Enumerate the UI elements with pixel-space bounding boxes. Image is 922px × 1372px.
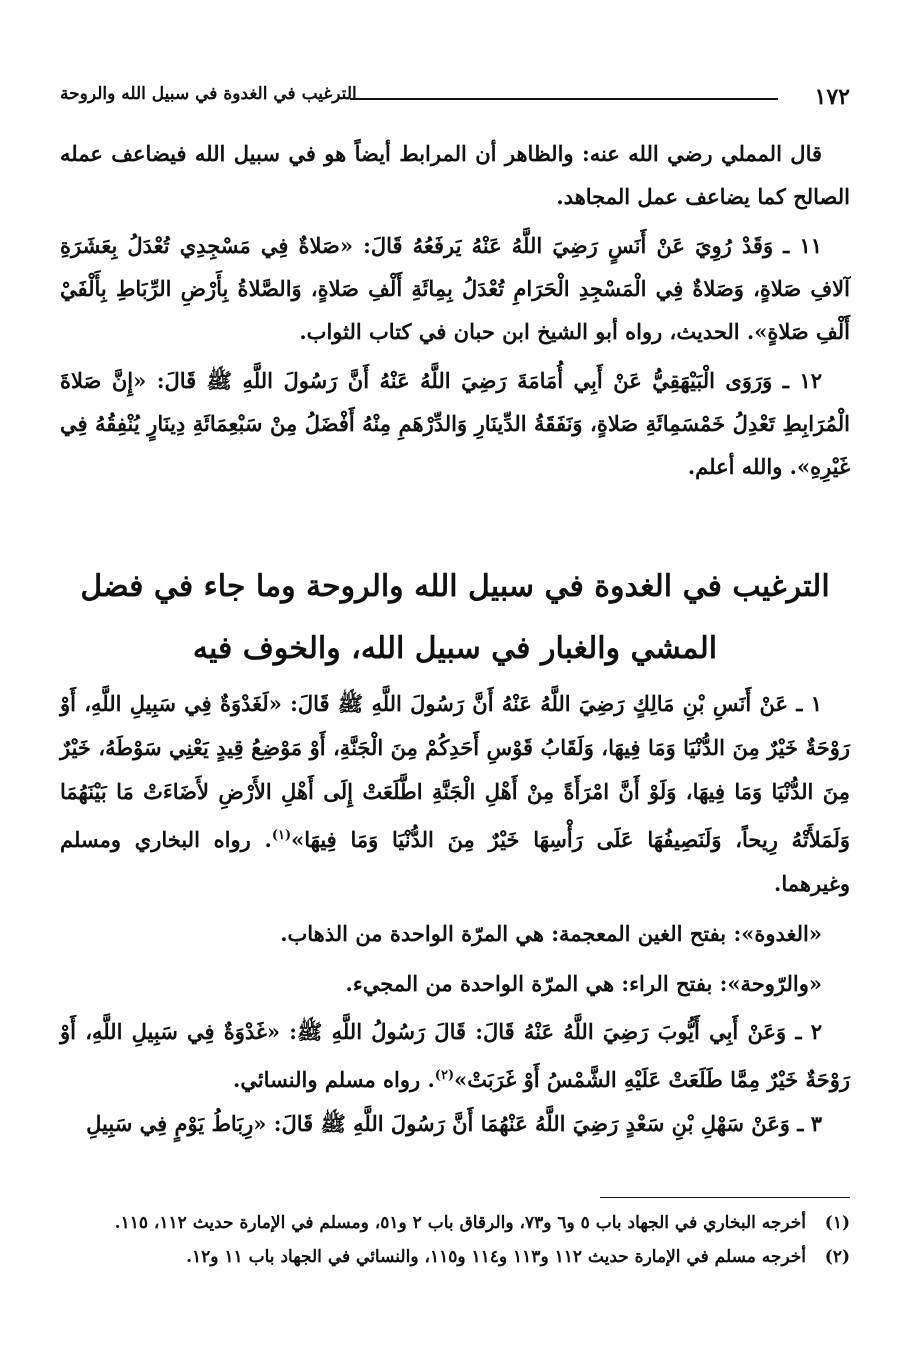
running-header xyxy=(60,78,850,112)
chapter-title xyxy=(60,556,850,680)
footnote-separator xyxy=(600,1197,850,1198)
chapter-title-line-1: الترغيب في الغدوة في سبيل الله والروحة وما جاء في فضل xyxy=(80,569,830,604)
hadith-2 xyxy=(60,1010,850,1102)
running-title: الترغيب في الغدوة في سبيل الله والروحة xyxy=(60,84,357,104)
hadith-3: ٣ ـ وَعَنْ سَهْلِ بْنِ سَعْدٍ رَضِيَ اللَّهُ عَنْهُمَا أَنَّ رَسُولَ اللَّهِ ﷺ قَالَ: «رِبَاطُ يَوْمٍ فِي سَبِيلِ xyxy=(86,1111,822,1136)
chapter-title-line-2: المشي والغبار في سبيل الله، والخوف فيه xyxy=(192,631,718,666)
footnote-2-text: أخرجه مسلم في الإمارة حديث ١١٢ و١١٣ و١١٤ و١١٥، والنسائي في الجهاد باب ١١ و١٢. xyxy=(186,1247,806,1267)
hadith-11: ١١ ـ وَقَدْ رُوِيَ عَنْ أَنَسٍ رَضِيَ اللَّهُ عَنْهُ يَرفَعُهُ قَالَ: «صَلاةٌ فِي مَسْجِدِي تُعْدَلُ بِعَشَرَةِ آلافِ صَلاةٍ، وَصَلاةٌ فِي الْمَسْجِدِ الْحَرَامِ تُعْدَلُ بِمِائَةِ أَلْفِ صَلاةٍ، وَالصَّلاةُ بِأَرْضِ الرِّبَاطِ بِأَلْفَيْ أَلْفِ صَلاةٍ». الحديث، رواه أبو الشيخ ابن حبان في كتاب الثواب. xyxy=(60,233,850,344)
footnote-1-mark: (١) xyxy=(824,1213,850,1233)
hadith-1-text: ١ ـ عَنْ أَنَسِ بْنِ مَالِكٍ رَضِيَ اللَّهُ عَنْهُ أَنَّ رَسُولَ اللَّهِ ﷺ قَالَ: «لَغَدْوَةٌ فِي سَبِيلِ اللَّهِ، أَوْ رَوْحَةٌ خَيْرٌ مِنَ الدُّنْيَا وَمَا فِيهَا، وَلَقَابُ قَوْسِ أَحَدِكُمْ مِنَ الْجَنَّةِ، أَوْ مَوْضِعُ قِيدٍ يَعْنِي سَوْطَهُ، خَيْرٌ مِنَ الدُّنْيَا وَمَا فِيهَا، وَلَوْ أَنَّ امْرَأَةً مِنْ أَهْلِ الْجَنَّةِ اطَّلَعَتْ إِلَى أَهْلِ الأَرْضِ لأَضَاءَتْ مَا بَيْنَهُمَا وَلَمَلأَتْهُ رِيحاً، وَلَنَصِيفُهَا عَلَى رَأْسِهَا خَيْرٌ مِنَ الدُّنْيَا وَمَا فِيهَا» xyxy=(60,691,850,852)
footnote-1 xyxy=(60,1208,850,1238)
hadith-1-source: . رواه البخاري ومسلم وغيرهما. xyxy=(60,827,850,896)
footnote-2-mark: (٢) xyxy=(824,1247,850,1267)
definition-rawha: «والرّوحة»: بفتح الراء: هي المرّة الواحدة من المجيء. xyxy=(345,971,822,996)
footnote-1-text: أخرجه البخاري في الجهاد باب ٥ و٦ و٧٣، والرقاق باب ٢ و٥١، ومسلم في الإمارة حديث ١١٢، ١١٥. xyxy=(114,1213,806,1233)
hadith-2-source: . رواه مسلم والنسائي. xyxy=(233,1067,435,1092)
intro-text xyxy=(60,132,850,488)
paragraph-commentary: قال المملي رضي الله عنه: والظاهر أن المرابط أيضاً هو في سبيل الله فيضاعف عمله الصالح كما يضاعف عمل المجاهد. xyxy=(60,141,850,209)
header-rule xyxy=(350,98,778,100)
footnotes xyxy=(60,1208,850,1276)
hadith-1 xyxy=(60,682,850,906)
footnote-ref-1[interactable]: (١) xyxy=(271,828,292,843)
footnote-ref-2[interactable]: (٢) xyxy=(434,1068,455,1083)
hadith-2-text: ٢ ـ وَعَنْ أَبِي أَيُّوبَ رَضِيَ اللَّهُ عَنْهُ قَالَ: قَالَ رَسُولُ اللَّهِ ﷺ: «غَدْوَةٌ فِي سَبِيلِ اللَّهِ، أَوْ رَوْحَةٌ خَيْرٌ مِمَّا طَلَعَتْ عَلَيْهِ الشَّمْسُ أَوْ غَرَبَتْ» xyxy=(60,1019,850,1092)
definition-ghadwa: «الغدوة»: بفتح الغين المعجمة: هي المرّة الواحدة من الذهاب. xyxy=(280,921,822,946)
footnote-2 xyxy=(60,1242,850,1272)
chapter-body xyxy=(60,682,850,1146)
hadith-12: ١٢ ـ وَرَوَى الْبَيْهَقِيُّ عَنْ أَبِي أُمَامَةَ رَضِيَ اللَّهُ عَنْهُ أَنَّ رَسُولَ اللَّهِ ﷺ قَالَ: «إِنَّ صَلاةَ الْمُرَابِطِ تَعْدِلُ خَمْسَمِائَةِ صَلاةٍ، وَنَفَقَةُ الدِّينَارِ وَالدِّرْهَمِ مِنْهُ أَفْضَلُ مِنْ سَبْعِمَائَةِ دِينَارٍ يُنْفِقُهُ فِي غَيْرِهِ». والله أعلم. xyxy=(60,368,850,479)
page-number: ١٧٢ xyxy=(814,84,850,110)
